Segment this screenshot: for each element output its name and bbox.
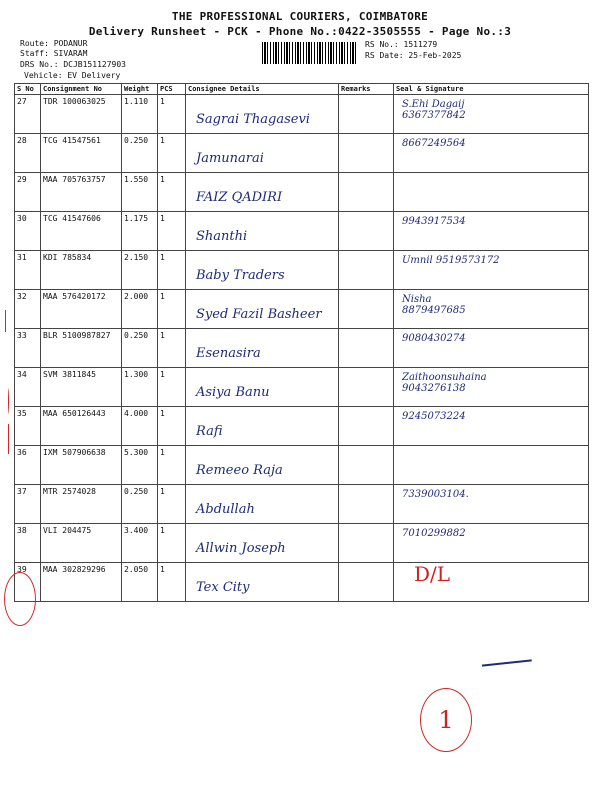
pieces-cell: 1 xyxy=(158,173,186,212)
remarks-cell xyxy=(339,485,394,524)
consignee-cell xyxy=(186,485,339,524)
consignment-number-cell: MAA 705763757 xyxy=(41,173,122,212)
consignee-handwriting: FAIZ QADIRI xyxy=(196,190,283,205)
table-row xyxy=(15,134,589,173)
signature-handwriting: D/L xyxy=(414,562,451,586)
remarks-cell xyxy=(339,95,394,134)
consignee-cell xyxy=(186,407,339,446)
table-row xyxy=(15,524,589,563)
column-header: PCS xyxy=(158,84,186,95)
signature-handwriting: S.Ehi Dagaij 6367377842 xyxy=(402,99,466,121)
consignee-cell xyxy=(186,212,339,251)
column-header: Seal & Signature xyxy=(394,84,589,95)
signature-cell xyxy=(394,524,589,563)
weight-cell: 0.250 xyxy=(122,485,158,524)
remarks-cell xyxy=(339,329,394,368)
signature-handwriting: 9080430274 xyxy=(402,333,466,344)
table-row xyxy=(15,251,589,290)
weight-cell: 1.550 xyxy=(122,173,158,212)
consignee-handwriting: Shanthi xyxy=(196,229,248,244)
consignee-handwriting: Remeeo Raja xyxy=(196,463,283,478)
column-header: Remarks xyxy=(339,84,394,95)
pieces-cell: 1 xyxy=(158,563,186,602)
vehicle-label: Vehicle: EV Delivery xyxy=(24,71,121,80)
consignment-number-cell: KDI 785834 xyxy=(41,251,122,290)
pieces-cell: 1 xyxy=(158,329,186,368)
pieces-cell: 1 xyxy=(158,368,186,407)
consignee-handwriting: Esenasira xyxy=(196,346,261,361)
column-header: S No xyxy=(15,84,41,95)
red-margin-mark xyxy=(8,388,9,414)
ink-dash-mark xyxy=(482,659,532,669)
weight-cell: 5.300 xyxy=(122,446,158,485)
signature-cell xyxy=(394,368,589,407)
consignee-cell xyxy=(186,524,339,563)
pieces-cell: 1 xyxy=(158,446,186,485)
pieces-cell: 1 xyxy=(158,134,186,173)
runsheet-table xyxy=(14,83,589,602)
consignment-number-cell: TCG 41547606 xyxy=(41,212,122,251)
remarks-cell xyxy=(339,173,394,212)
signature-cell xyxy=(394,329,589,368)
consignee-cell xyxy=(186,290,339,329)
signature-handwriting: Umnil 9519573172 xyxy=(402,255,500,266)
weight-cell: 1.110 xyxy=(122,95,158,134)
signature-cell xyxy=(394,134,589,173)
table-row xyxy=(15,290,589,329)
signature-cell xyxy=(394,485,589,524)
table-row xyxy=(15,485,589,524)
serial-number-cell: 32 xyxy=(15,290,41,329)
signature-cell xyxy=(394,173,589,212)
consignment-number-cell: BLR 5100987827 xyxy=(41,329,122,368)
signature-handwriting: 7339003104. xyxy=(402,489,469,500)
company-title: THE PROFESSIONAL COURIERS, COIMBATORE xyxy=(171,10,429,23)
rs-number: RS No.: 1511279 xyxy=(365,40,438,49)
table-row xyxy=(15,368,589,407)
weight-cell: 0.250 xyxy=(122,134,158,173)
consignment-number-cell: MAA 650126443 xyxy=(41,407,122,446)
consignee-handwriting: Abdullah xyxy=(196,502,255,517)
signature-cell xyxy=(394,251,589,290)
signature-handwriting: 9943917534 xyxy=(402,216,466,227)
consignment-number-cell: MAA 302829296 xyxy=(41,563,122,602)
red-margin-mark xyxy=(5,310,6,332)
serial-number-cell: 38 xyxy=(15,524,41,563)
consignee-handwriting: Allwin Joseph xyxy=(196,541,286,556)
table-row xyxy=(15,446,589,485)
barcode-image xyxy=(262,42,356,64)
remarks-cell xyxy=(339,524,394,563)
signature-cell xyxy=(394,563,589,602)
weight-cell: 3.400 xyxy=(122,524,158,563)
remarks-cell xyxy=(339,407,394,446)
signature-cell xyxy=(394,212,589,251)
remarks-cell xyxy=(339,563,394,602)
signature-handwriting: Nisha 8879497685 xyxy=(402,294,466,316)
signature-handwriting: Zaithoonsuhaina 9043276138 xyxy=(402,372,487,394)
serial-number-cell: 28 xyxy=(15,134,41,173)
table-row xyxy=(15,407,589,446)
signature-handwriting: 9245073224 xyxy=(402,411,466,422)
column-header: Consignee Details xyxy=(186,84,339,95)
weight-cell: 1.175 xyxy=(122,212,158,251)
consignment-number-cell: IXM 507906638 xyxy=(41,446,122,485)
remarks-cell xyxy=(339,212,394,251)
rs-date: RS Date: 25-Feb-2025 xyxy=(365,51,462,60)
consignment-number-cell: MAA 576420172 xyxy=(41,290,122,329)
serial-number-cell: 39 xyxy=(15,563,41,602)
consignee-handwriting: Tex City xyxy=(196,580,250,595)
signature-cell xyxy=(394,95,589,134)
serial-number-cell: 35 xyxy=(15,407,41,446)
consignment-number-cell: TDR 100063025 xyxy=(41,95,122,134)
remarks-cell xyxy=(339,134,394,173)
pieces-cell: 1 xyxy=(158,251,186,290)
weight-cell: 2.150 xyxy=(122,251,158,290)
consignment-number-cell: TCG 41547561 xyxy=(41,134,122,173)
serial-number-cell: 34 xyxy=(15,368,41,407)
table-row xyxy=(15,563,589,602)
consignment-number-cell: VLI 204475 xyxy=(41,524,122,563)
weight-cell: 1.300 xyxy=(122,368,158,407)
route-label: Route: PODANUR xyxy=(20,39,88,48)
consignee-handwriting: Rafi xyxy=(196,424,223,439)
pieces-cell: 1 xyxy=(158,485,186,524)
consignee-handwriting: Syed Fazil Basheer xyxy=(196,307,322,322)
weight-cell: 2.000 xyxy=(122,290,158,329)
column-header: Weight xyxy=(122,84,158,95)
consignee-handwriting: Baby Traders xyxy=(196,268,285,283)
weight-cell: 0.250 xyxy=(122,329,158,368)
pieces-cell: 1 xyxy=(158,524,186,563)
serial-number-cell: 36 xyxy=(15,446,41,485)
pieces-cell: 1 xyxy=(158,212,186,251)
remarks-cell xyxy=(339,446,394,485)
consignment-number-cell: SVM 3811845 xyxy=(41,368,122,407)
consignee-cell xyxy=(186,563,339,602)
serial-number-cell: 37 xyxy=(15,485,41,524)
remarks-cell xyxy=(339,368,394,407)
weight-cell: 2.050 xyxy=(122,563,158,602)
pieces-cell: 1 xyxy=(158,290,186,329)
staff-label: Staff: SIVARAM xyxy=(20,49,88,58)
pieces-cell: 1 xyxy=(158,95,186,134)
pieces-cell: 1 xyxy=(158,407,186,446)
column-header: Consignment No xyxy=(41,84,122,95)
table-row xyxy=(15,329,589,368)
runsheet-title: Delivery Runsheet - PCK - Phone No.:0422-3505555 - Page No.:3 xyxy=(88,25,512,38)
signature-handwriting: 7010299882 xyxy=(402,528,466,539)
signature-cell xyxy=(394,290,589,329)
serial-number-cell: 33 xyxy=(15,329,41,368)
serial-number-cell: 31 xyxy=(15,251,41,290)
signature-handwriting: 8667249564 xyxy=(402,138,466,149)
weight-cell: 4.000 xyxy=(122,407,158,446)
consignee-cell xyxy=(186,251,339,290)
consignee-cell xyxy=(186,134,339,173)
consignee-handwriting: Jamunarai xyxy=(196,151,264,166)
red-circle-mark xyxy=(4,572,36,626)
table-row xyxy=(15,95,589,134)
table-row xyxy=(15,212,589,251)
consignee-cell xyxy=(186,95,339,134)
consignee-handwriting: Asiya Banu xyxy=(196,385,270,400)
consignee-cell xyxy=(186,173,339,212)
red-margin-mark xyxy=(8,424,9,454)
serial-number-cell: 30 xyxy=(15,212,41,251)
consignment-number-cell: MTR 2574028 xyxy=(41,485,122,524)
remarks-cell xyxy=(339,251,394,290)
table-row xyxy=(15,173,589,212)
drs-label: DRS No.: DCJB151127903 xyxy=(20,60,126,69)
signature-cell xyxy=(394,407,589,446)
consignee-cell xyxy=(186,446,339,485)
consignee-handwriting: Sagrai Thagasevi xyxy=(196,112,310,127)
table-header-row xyxy=(15,84,589,95)
serial-number-cell: 27 xyxy=(15,95,41,134)
signature-cell xyxy=(394,446,589,485)
serial-number-cell: 29 xyxy=(15,173,41,212)
page-count-annotation: 1 xyxy=(420,688,472,752)
consignee-cell xyxy=(186,368,339,407)
remarks-cell xyxy=(339,290,394,329)
consignee-cell xyxy=(186,329,339,368)
